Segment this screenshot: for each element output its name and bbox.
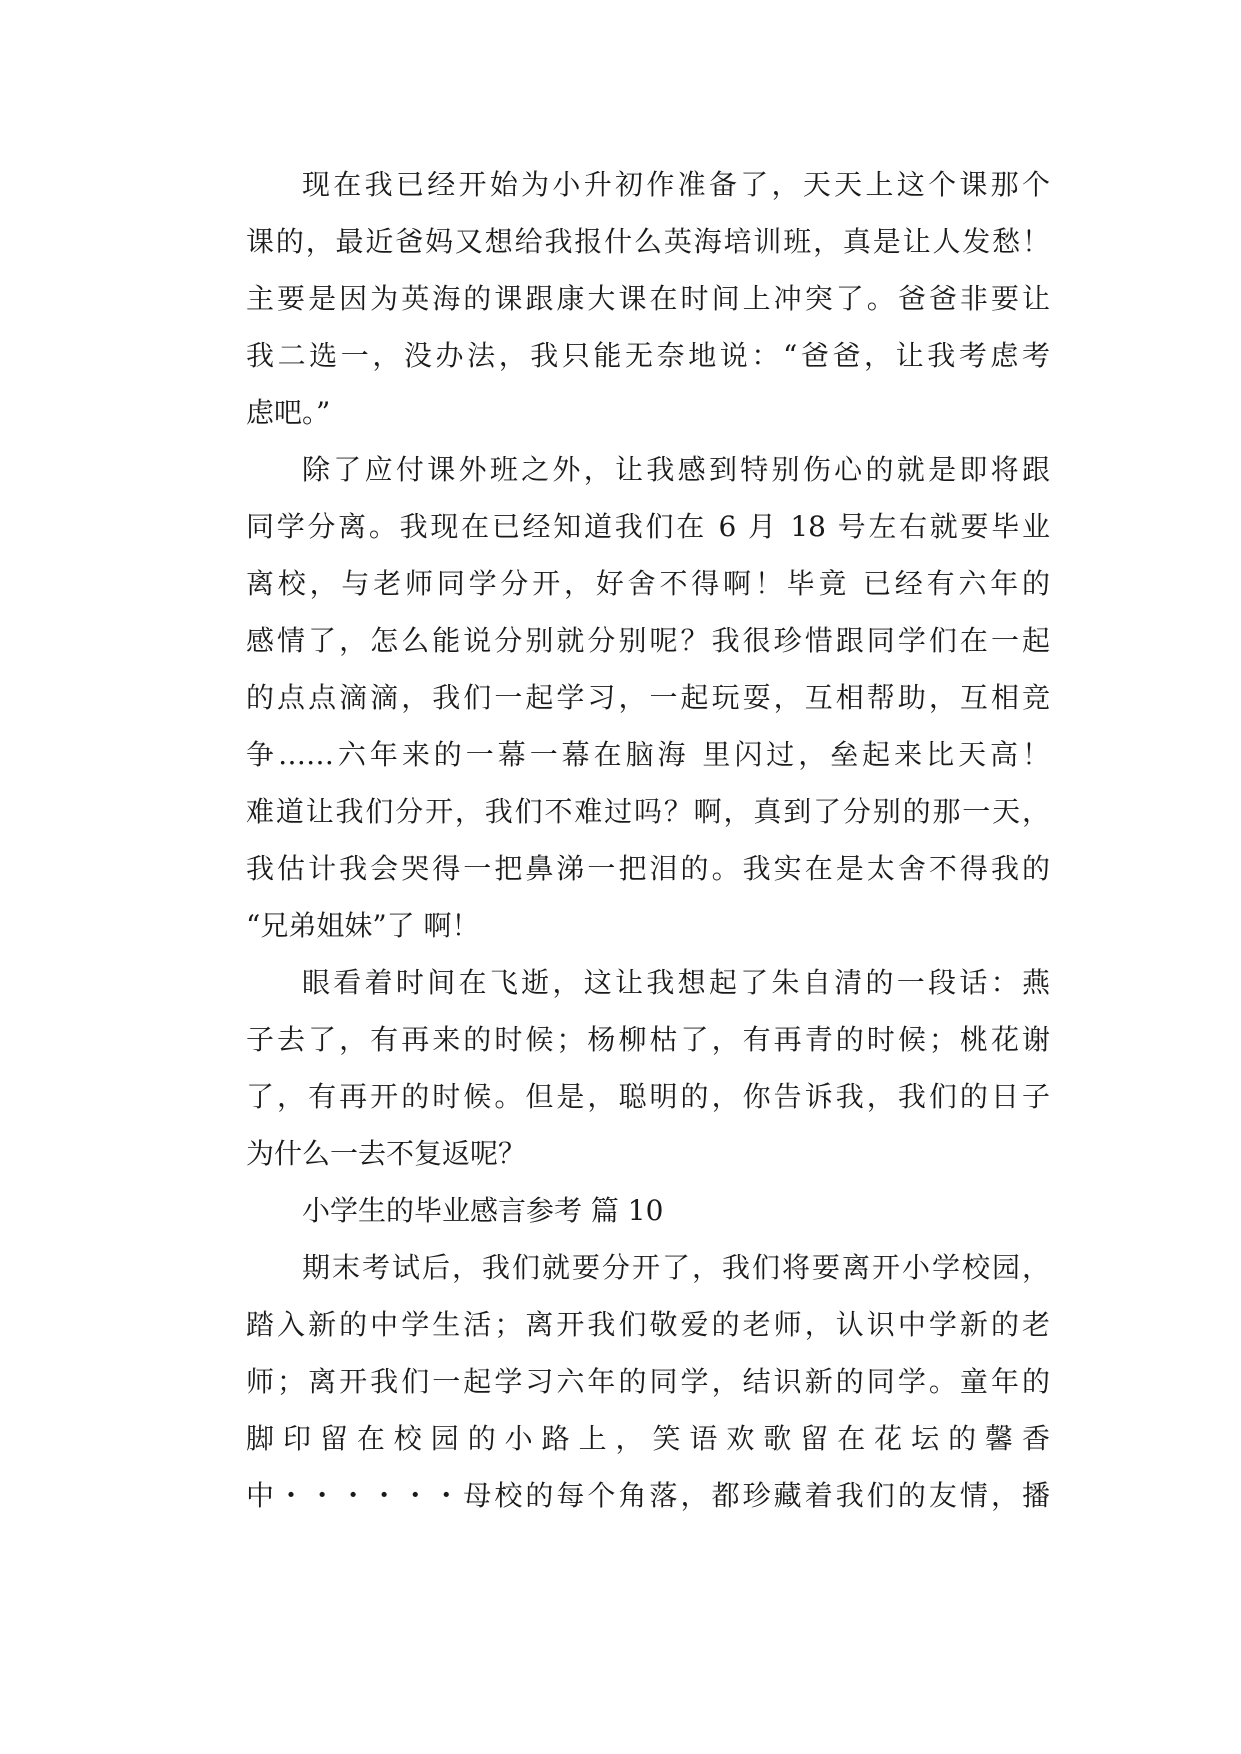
text-line: 我二选一，没办法，我只能无奈地说：“爸爸，让我考虑考 bbox=[246, 339, 1050, 372]
text-line: 期末考试后，我们就要分开了，我们将要离开小学校园， bbox=[302, 1251, 1050, 1284]
heading-text: 小学生的毕业感言参考 篇 10 bbox=[302, 1194, 664, 1227]
text-line: 我估计我会哭得一把鼻涕一把泪的。我实在是太舍不得我的 bbox=[246, 852, 1050, 885]
paragraph-2 bbox=[190, 441, 1050, 954]
text-line: “兄弟姐妹”了 啊！ bbox=[246, 909, 480, 942]
text-line: 同学分离。我现在已经知道我们在 6 月 18 号左右就要毕业 bbox=[246, 510, 1050, 543]
paragraph-3 bbox=[190, 954, 1050, 1182]
text-line: 现在我已经开始为小升初作准备了，天天上这个课那个 bbox=[302, 168, 1050, 201]
text-line: 争……六年来的一幕一幕在脑海 里闪过，垒起来比天高！ bbox=[246, 738, 1050, 771]
text-line: 课的，最近爸妈又想给我报什么英海培训班，真是让人发愁！ bbox=[246, 225, 1050, 258]
text-line: 眼看着时间在飞逝，这让我想起了朱自清的一段话：燕 bbox=[302, 966, 1050, 999]
text-line: 离校，与老师同学分开，好舍不得啊！毕竟 已经有六年的 bbox=[246, 567, 1050, 600]
text-line: 虑吧。” bbox=[246, 396, 331, 429]
text-line: 难道让我们分开，我们不难过吗？啊，真到了分别的那一天， bbox=[246, 795, 1050, 828]
text-line: 脚印留在校园的小路上，笑语欢歌留在花坛的馨香 bbox=[246, 1422, 1050, 1455]
document-body bbox=[190, 156, 1050, 1524]
text-line: 中・・・・・・母校的每个角落，都珍藏着我们的友情，播 bbox=[246, 1479, 1050, 1512]
paragraph-1 bbox=[190, 156, 1050, 441]
section-heading bbox=[190, 1182, 1050, 1239]
text-line: 除了应付课外班之外，让我感到特别伤心的就是即将跟 bbox=[302, 453, 1050, 486]
text-line: 子去了，有再来的时候；杨柳枯了，有再青的时候；桃花谢 bbox=[246, 1023, 1050, 1056]
text-line: 主要是因为英海的课跟康大课在时间上冲突了。爸爸非要让 bbox=[246, 282, 1050, 315]
text-line: 师；离开我们一起学习六年的同学，结识新的同学。童年的 bbox=[246, 1365, 1050, 1398]
paragraph-4 bbox=[190, 1239, 1050, 1524]
text-line: 了，有再开的时候。但是，聪明的，你告诉我，我们的日子 bbox=[246, 1080, 1050, 1113]
text-line: 为什么一去不复返呢？ bbox=[246, 1137, 527, 1170]
text-line: 踏入新的中学生活；离开我们敬爱的老师，认识中学新的老 bbox=[246, 1308, 1050, 1341]
text-line: 的点点滴滴，我们一起学习，一起玩耍，互相帮助，互相竞 bbox=[246, 681, 1050, 714]
text-line: 感情了，怎么能说分别就分别呢？我很珍惜跟同学们在一起 bbox=[246, 624, 1050, 657]
